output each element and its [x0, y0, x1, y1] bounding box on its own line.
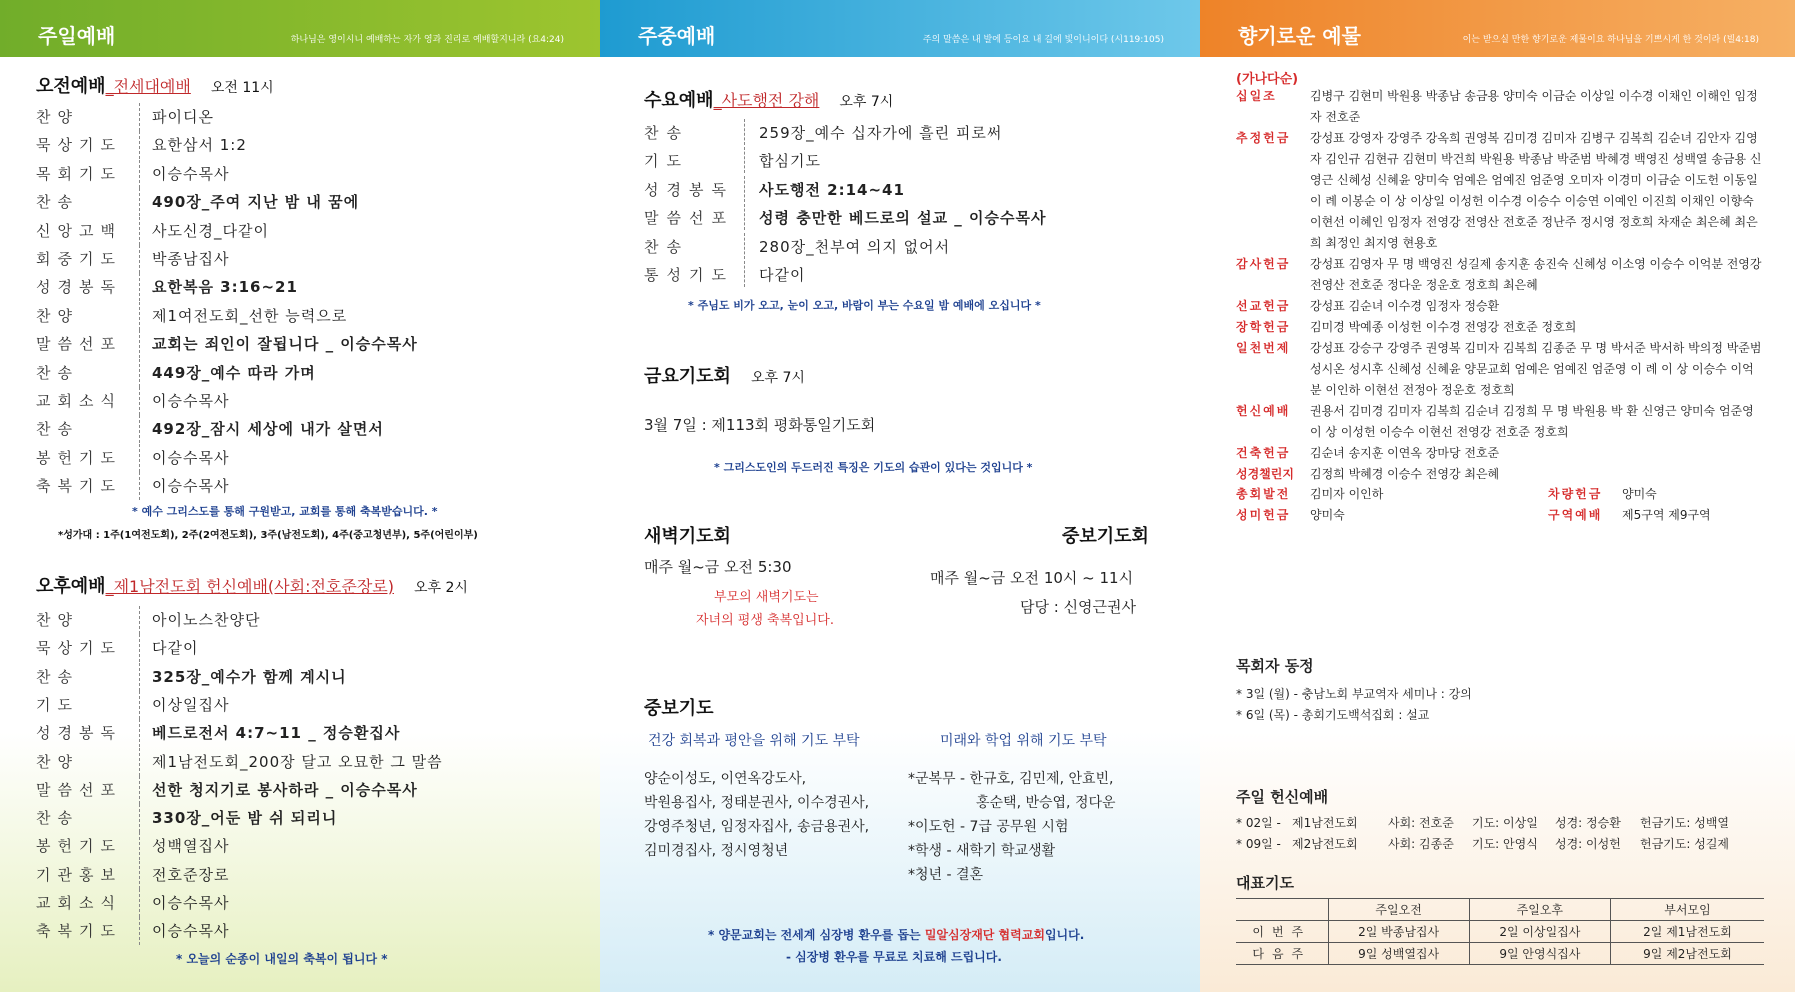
offering-label: 장학헌금 [1236, 320, 1291, 334]
order-label: 찬양 [36, 611, 79, 629]
intercession-meeting-title: 중보기도회 [1062, 526, 1149, 547]
offering-names: 권용서 김미경 김미자 김복희 김순녀 김정희 무 명 박원용 박 환 신영근 양미숙 엄준영 이 상 이성헌 이승수 이현선 전영강 전호준 정호희 [1310, 404, 1754, 439]
offering-names: 김정희 박혜경 이승수 전영강 최은혜 [1310, 467, 1500, 481]
order-value: 이승수목사 [152, 164, 230, 183]
divider [139, 444, 140, 472]
dawn-title: 새벽기도회 [644, 526, 731, 547]
order-label: 봉헌기도 [36, 448, 122, 467]
offering-label: 건축헌금 [1236, 446, 1291, 460]
divider [139, 160, 140, 188]
divider [139, 606, 140, 634]
table-cell: 2일 제1남전도회 [1610, 921, 1764, 943]
divider [139, 917, 140, 945]
offering-label: 구역예배 [1548, 508, 1603, 522]
order-value: 베드로전서 4:7~11 _ 정승환집사 [152, 724, 401, 743]
offering-verse: 이는 받으실 만한 향기로운 제물이요 하나님을 기쁘시게 한 것이라 (빌4:18) [1462, 35, 1759, 45]
order-label: 기관홍보 [36, 865, 122, 884]
list-item: 박원용집사, 정태분권사, 이수경권사, [644, 795, 870, 811]
order-label: 봉헌기도 [36, 837, 122, 856]
order-label: 찬송 [36, 363, 79, 382]
afternoon-title: 오후예배 [36, 576, 106, 597]
divider [139, 861, 140, 889]
divider [139, 103, 140, 131]
order-value: 교회는 죄인이 잘됩니다 _ 이승수목사 [152, 335, 418, 354]
friday-heading [644, 362, 805, 388]
foundation-name: 밀알심장재단 협력교회 [924, 928, 1045, 942]
offering-names: 김병구 김현미 박원용 박종남 송금용 양미숙 이금순 이상일 이수경 이채인 이해인 임정자 전호준 [1310, 89, 1758, 124]
order-label: 말씀선포 [36, 335, 122, 354]
offering-names: 김미경 박예종 이성헌 이수경 전영강 전호준 정호희 [1310, 320, 1577, 334]
devotion-date: * 09일 - [1236, 837, 1281, 851]
order-label: 찬양 [36, 108, 79, 126]
devotion-reading: 성경: 정승환 [1555, 816, 1621, 830]
order-value: 선한 청지기로 봉사하라 _ 이승수목사 [152, 780, 418, 799]
order-label: 신앙고백 [36, 221, 122, 240]
order-label: 축복기도 [36, 477, 122, 496]
order-value: 492장_잠시 세상에 내가 살면서 [152, 420, 384, 439]
divider [139, 387, 140, 415]
order-label: 묵상기도 [36, 639, 122, 658]
offering-title: 향기로운 예물 [1238, 24, 1361, 48]
order-value: 성백열집사 [152, 837, 230, 856]
weekday-verse: 주의 말씀은 내 발에 등이요 내 길에 빛이니이다 (시119:105) [922, 35, 1164, 45]
intercession-left-head: 건강 회복과 평안을 위해 기도 부탁 [648, 733, 860, 749]
order-value: 사도신경_다같이 [152, 221, 269, 240]
divider [744, 233, 745, 259]
divider [139, 217, 140, 245]
intercession-right-list [908, 767, 1116, 887]
table-cell: 9일 안영식집사 [1469, 943, 1610, 965]
order-label: 말씀선포 [36, 780, 122, 799]
devotion-offer: 헌금기도: 성길제 [1640, 837, 1730, 851]
order-value: 330장_어둔 밤 쉬 되리니 [152, 809, 338, 828]
order-value: 사도행전 2:14~41 [759, 180, 905, 199]
divider [139, 245, 140, 273]
morning-service-heading [36, 72, 274, 98]
morning-title: 오전예배 [36, 76, 106, 97]
afternoon-subtitle: _제1남전도회 헌신예배(사회:전호준장로) [105, 577, 394, 596]
list-item: 김미경집사, 정시영청년 [644, 843, 789, 859]
devotion-offer: 헌금기도: 성백열 [1640, 816, 1730, 830]
divider [139, 273, 140, 301]
order-value: 아이노스찬양단 [152, 611, 261, 629]
order-label: 찬송 [36, 667, 79, 686]
table-row [1236, 921, 1764, 943]
order-label: 기도 [36, 695, 79, 714]
order-label: 말씀선포 [644, 209, 734, 228]
devotion-host: 사회: 김종준 [1388, 837, 1454, 851]
order-value: 이승수목사 [152, 894, 230, 912]
order-label: 찬송 [36, 809, 79, 828]
column-header: 주일오전 [1328, 899, 1469, 921]
order-value: 파이디온 [152, 108, 214, 126]
devotion-prayer: 기도: 이상일 [1472, 816, 1538, 830]
table-cell: 2일 박종남집사 [1328, 921, 1469, 943]
table-corner [1236, 899, 1328, 921]
offering-names: 강성표 강승구 강영주 권영복 김미자 김복희 김종준 무 명 박서준 박서하 박의정 박준범 성시온 성시후 신혜성 신혜윤 양문교회 엄예은 엄예진 엄준영 이 례 이 상 이승수 이억분 이인하 이현선 전정아 정운호 정호희 [1310, 341, 1762, 397]
morning-time: 오전 11시 [210, 80, 274, 96]
wednesday-note: * 주님도 비가 오고, 눈이 오고, 바람이 부는 수요일 밤 예배에 오십니다 * [688, 299, 1041, 312]
order-label: 기도 [644, 152, 689, 171]
offering-label: 십일조 [1236, 89, 1277, 103]
divider [139, 719, 140, 747]
divider [744, 147, 745, 173]
order-label: 찬양 [36, 306, 79, 325]
offering-label: 추정헌금 [1236, 131, 1291, 145]
devotion-host: 사회: 전호준 [1388, 816, 1454, 830]
wednesday-title: 수요예배 [644, 90, 714, 111]
order-label: 성경봉독 [36, 278, 122, 297]
wednesday-subtitle: _사도행전 강해 [713, 91, 820, 110]
weekday-title: 주중예배 [638, 24, 716, 48]
divider [744, 261, 745, 287]
afternoon-service-heading [36, 572, 468, 598]
rep-prayer-table [1236, 898, 1764, 965]
divider [744, 119, 745, 145]
friday-time: 오후 7시 [750, 370, 805, 386]
divider [139, 188, 140, 216]
table-cell: 9일 성백열집사 [1328, 943, 1469, 965]
pastor-news-title: 목회자 동정 [1236, 657, 1314, 675]
offering-label: 성경챌린지 [1236, 467, 1294, 481]
column-header: 주일오후 [1469, 899, 1610, 921]
row-header: 다음주 [1236, 943, 1328, 965]
order-value: 449장_예수 따라 가며 [152, 363, 316, 382]
divider [139, 663, 140, 691]
order-value: 이승수목사 [152, 392, 230, 410]
divider [139, 804, 140, 832]
divider [139, 832, 140, 860]
intercession-meeting-time: 매주 월~금 오전 10시 ~ 11시 [930, 569, 1134, 587]
sunday-service-column [0, 0, 600, 992]
order-label: 교회소식 [36, 392, 122, 410]
order-value: 280장_천부여 의지 없어서 [759, 237, 951, 256]
wednesday-heading [644, 86, 893, 112]
list-item: *청년 - 결혼 [908, 867, 984, 883]
table-cell: 9일 제2남전도회 [1610, 943, 1764, 965]
pastor-news-1: * 3일 (월) - 충남노회 부교역자 세미나 : 강의 [1236, 687, 1472, 701]
order-value: 다같이 [152, 639, 199, 658]
order-value: 490장_주여 지난 밤 내 꿈에 [152, 193, 360, 212]
row-header: 이번주 [1236, 921, 1328, 943]
order-value: 259장_예수 십자가에 흘린 피로써 [759, 124, 1003, 142]
choir-note: *성가대 : 1주(1여전도회), 2주(2여전도회), 3주(남전도회), 4주(중고청년부), 5주(어린이부) [58, 530, 478, 541]
order-label: 회중기도 [36, 250, 122, 268]
order-label: 축복기도 [36, 922, 122, 941]
devotion-org: 제2남전도회 [1292, 837, 1358, 851]
offering-names: 강성표 강영자 강영주 강옥희 권영복 김미경 김미자 김병구 김복희 김순녀 김안자 김영자 김인규 김현규 김현미 박건희 박원용 박종남 박준범 박혜경 백영진 성백열 송금용 신영근 신혜성 신혜윤 양미숙 엄예은 엄예진 엄준영 오미자 이경미 이금순 이도헌 이동일 이 례 이봉순 이 상 이상일 이성헌 이수경 이승수 이승연 이예인 이진희 이채인 이향숙 이현선 이혜인 임정자 전영강 전영산 전호준 정난주 정시영 정호희 차재순 최은혜 최은희 최정인 최지영 현용호 [1310, 131, 1762, 250]
order-label: 찬송 [36, 420, 79, 439]
order-label: 목회기도 [36, 164, 122, 183]
divider [139, 472, 140, 500]
offering-names: 강성표 김영자 무 명 백영진 성길제 송지훈 송진숙 신혜성 이소영 이승수 이억분 전영강 전영산 전호준 정다운 정운호 정호희 최은혜 [1310, 257, 1762, 292]
devotion-prayer: 기도: 안영식 [1472, 837, 1538, 851]
offering-label: 성미헌금 [1236, 508, 1291, 522]
order-value: 성령 충만한 베드로의 설교 _ 이승수목사 [759, 209, 1047, 228]
offering-label: 일천번제 [1236, 341, 1291, 355]
order-label: 묵상기도 [36, 136, 122, 155]
intercession-left-list [644, 767, 869, 863]
offering-names: 양미숙 [1622, 487, 1657, 501]
dawn-slogan-2: 자녀의 평생 축복입니다. [696, 613, 834, 628]
offering-label: 감사헌금 [1236, 257, 1291, 271]
order-value: 이승수목사 [152, 477, 230, 496]
list-item: 양순이성도, 이연옥강도사, [644, 771, 807, 787]
offering-names: 강성표 김순녀 이수경 임정자 정승환 [1310, 299, 1500, 313]
dawn-time: 매주 월~금 오전 5:30 [644, 558, 792, 576]
order-value: 요한삼서 1:2 [152, 136, 247, 155]
column-header: 부서모임 [1610, 899, 1764, 921]
order-label: 찬송 [644, 237, 689, 256]
divider [139, 415, 140, 443]
rep-prayer-title: 대표기도 [1236, 874, 1294, 892]
friday-note: * 그리스도인의 두드러진 특징은 기도의 습관이 있다는 것입니다 * [714, 461, 1033, 474]
table-cell: 2일 이상일집사 [1469, 921, 1610, 943]
order-value: 이상일집사 [152, 695, 230, 714]
offering-column [1200, 0, 1795, 992]
friday-title: 금요기도회 [644, 366, 731, 387]
order-label: 성경봉독 [36, 724, 122, 743]
order-label: 찬송 [36, 193, 79, 212]
divider [139, 776, 140, 804]
order-value: 제1여전도회_선한 능력으로 [152, 306, 348, 325]
intercession-meeting-leader: 담당 : 신영근권사 [1020, 598, 1137, 616]
offering-names: 제5구역 제9구역 [1622, 508, 1711, 522]
offering-names: 김미자 이인하 [1310, 487, 1384, 501]
list-item: *군복무 - 한규호, 김민제, 안효빈, [908, 771, 1114, 787]
order-label: 성경봉독 [644, 180, 734, 199]
devotion-date: * 02일 - [1236, 816, 1281, 830]
divider [139, 302, 140, 330]
divider [744, 204, 745, 230]
list-item: *학생 - 새학기 학교생활 [908, 843, 1056, 859]
order-value: 이승수목사 [152, 922, 230, 941]
divider [139, 330, 140, 358]
morning-note: * 예수 그리스도를 통해 구원받고, 교회를 통해 축복받습니다. * [132, 505, 438, 518]
divider [139, 691, 140, 719]
order-value: 325장_예수가 함께 계시니 [152, 667, 347, 686]
sunday-title: 주일예배 [38, 24, 116, 48]
divider [139, 359, 140, 387]
order-value: 박종남집사 [152, 250, 230, 268]
afternoon-note: * 오늘의 순종이 내일의 축복이 됩니다 * [176, 952, 388, 966]
devotion-title: 주일 헌신예배 [1236, 788, 1329, 806]
order-value: 제1남전도회_200장 달고 오묘한 그 말씀 [152, 752, 443, 771]
order-label: 통성기도 [644, 266, 734, 284]
table-row [1236, 943, 1764, 965]
offering-label: 선교헌금 [1236, 299, 1291, 313]
divider [139, 131, 140, 159]
order-value: 합심기도 [759, 152, 821, 171]
offering-label: 차량헌금 [1548, 487, 1603, 501]
intercession-title: 중보기도 [644, 698, 714, 719]
order-value: 다같이 [759, 266, 806, 284]
wednesday-time: 오후 7시 [839, 94, 894, 110]
devotion-org: 제1남전도회 [1292, 816, 1358, 830]
dawn-slogan-1: 부모의 새벽기도는 [714, 590, 819, 605]
order-value: 전호준장로 [152, 865, 230, 884]
sunday-verse: 하나님은 영이시니 예배하는 자가 영과 진리로 예배할지니라 (요4:24) [290, 35, 564, 45]
friday-content: 3월 7일 : 제113회 평화통일기도회 [644, 416, 876, 434]
list-item: *이도헌 - 7급 공무원 시험 [908, 819, 1069, 835]
sunday-header [0, 0, 600, 57]
divider [139, 748, 140, 776]
afternoon-time: 오후 2시 [414, 580, 468, 596]
weekday-header [600, 0, 1200, 57]
order-label: 찬송 [644, 124, 689, 142]
order-value: 이승수목사 [152, 448, 230, 467]
divider [139, 889, 140, 917]
heart-treatment-note: - 심장병 환우를 무료로 치료해 드립니다. [786, 950, 1002, 964]
list-item: 강영주청년, 임정자집사, 송금용권사, [644, 819, 870, 835]
divider [744, 176, 745, 202]
offering-label: 총회발전 [1236, 487, 1291, 501]
offering-names: 양미숙 [1310, 508, 1345, 522]
list-item: 홍순택, 반승엽, 정다운 [976, 795, 1116, 811]
offering-header [1200, 0, 1795, 57]
morning-subtitle: _전세대예배 [105, 77, 191, 96]
weekday-service-column [600, 0, 1200, 992]
order-value: 요한복음 3:16~21 [152, 278, 298, 297]
heart-foundation-note [708, 926, 1084, 943]
divider [139, 634, 140, 662]
order-label: 교회소식 [36, 894, 122, 912]
devotion-reading: 성경: 이성헌 [1555, 837, 1621, 851]
offering-names: 김순녀 송지훈 이연옥 장마당 전호준 [1310, 446, 1500, 460]
pastor-news-2: * 6일 (목) - 총회기도백석집회 : 설교 [1236, 708, 1430, 722]
note-text: * 양문교회는 전세계 심장병 환우를 돕는 [708, 928, 925, 942]
table-header-row [1236, 899, 1764, 921]
intercession-right-head: 미래와 학업 위해 기도 부탁 [940, 733, 1107, 749]
note-text: 입니다. [1044, 928, 1085, 942]
order-label: 찬양 [36, 752, 79, 771]
order-note: (가나다순) [1236, 72, 1299, 87]
offering-label: 헌신예배 [1236, 404, 1291, 418]
